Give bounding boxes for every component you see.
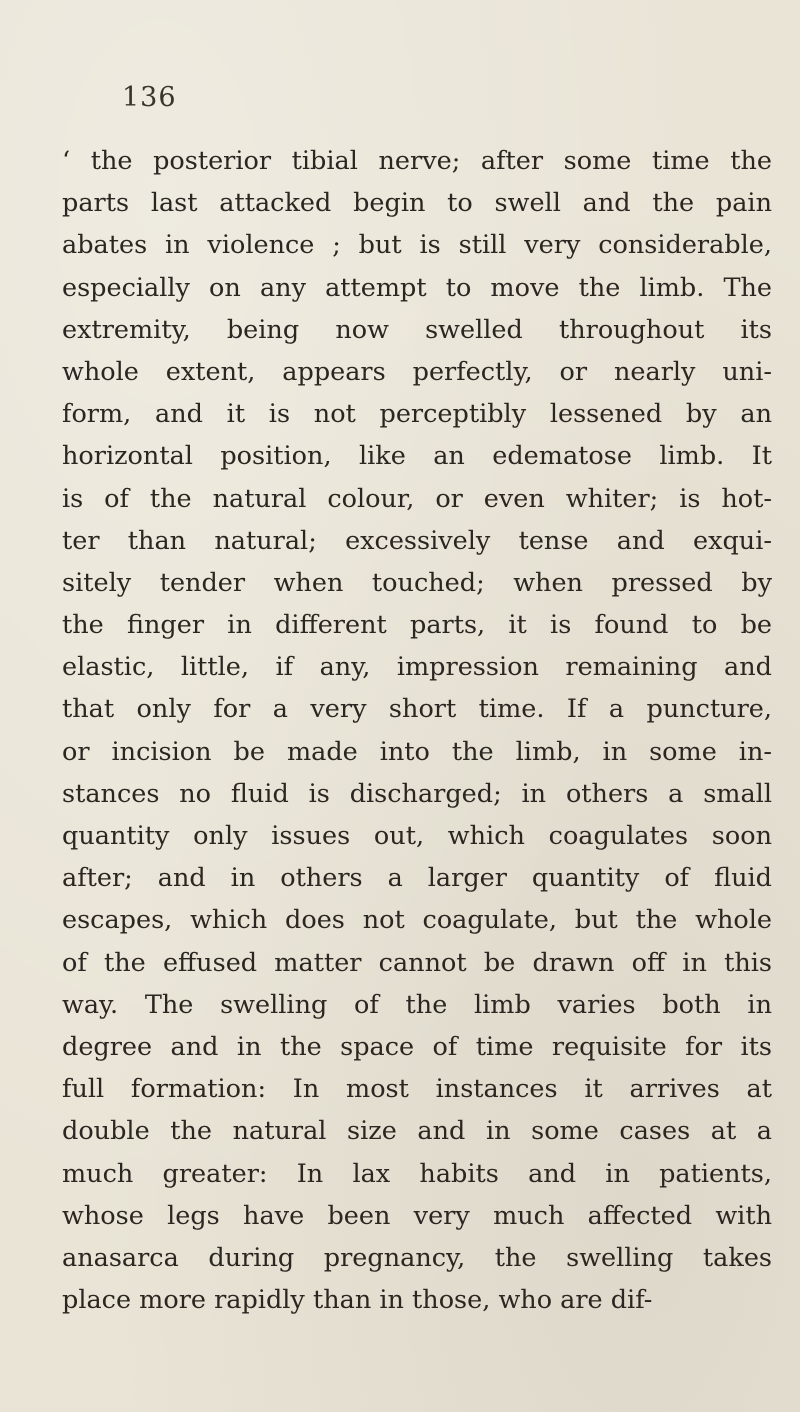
text-line: much greater: In lax habits and in patients, xyxy=(62,1158,772,1189)
text-line: abates in violence ; but is still very considerable, xyxy=(62,230,772,261)
text-line: especially on any attempt to move the limb. The xyxy=(62,272,772,303)
text-line: stances no fluid is discharged; in others a small xyxy=(62,778,772,809)
text-line: of the effused matter cannot be drawn off in this xyxy=(62,947,772,978)
text-line: escapes, which does not coagulate, but the whole xyxy=(62,905,772,936)
text-line: ‘ the posterior tibial nerve; after some time the xyxy=(62,146,772,176)
text-line: after; and in others a larger quantity of fluid xyxy=(62,863,772,894)
text-line: whole extent, appears perfectly, or nearly uni- xyxy=(62,356,772,387)
page-number: 136 xyxy=(122,82,177,113)
body-text xyxy=(62,140,772,1321)
text-line: sitely tender when touched; when pressed by xyxy=(62,567,772,598)
text-line: horizontal position, like an edematose limb. It xyxy=(62,441,772,472)
text-line: ter than natural; excessively tense and exqui- xyxy=(62,525,772,556)
text-line: form, and it is not perceptibly lessened by an xyxy=(62,399,772,430)
text-line: quantity only issues out, which coagulates soon xyxy=(62,821,772,851)
text-line: the finger in different parts, it is found to be xyxy=(62,610,772,641)
text-line: way. The swelling of the limb varies both in xyxy=(62,989,772,1020)
text-line: is of the natural colour, or even whiter; is hot- xyxy=(62,483,772,514)
text-line: elastic, little, if any, impression remaining and xyxy=(62,652,772,683)
text-line: double the natural size and in some cases at a xyxy=(62,1116,772,1147)
text-line: or incision be made into the limb, in some in- xyxy=(62,736,772,767)
text-line: full formation: In most instances it arrives at xyxy=(62,1074,772,1105)
text-line: place more rapidly than in those, who are dif- xyxy=(62,1285,653,1316)
text-line: anasarca during pregnancy, the swelling takes xyxy=(62,1242,772,1273)
text-line: whose legs have been very much affected with xyxy=(62,1200,772,1231)
text-line: degree and in the space of time requisite for its xyxy=(62,1031,772,1062)
text-line: extremity, being now swelled throughout its xyxy=(62,314,772,345)
text-line: that only for a very short time. If a puncture, xyxy=(62,694,772,725)
text-line: parts last attacked begin to swell and the pain xyxy=(62,188,772,219)
